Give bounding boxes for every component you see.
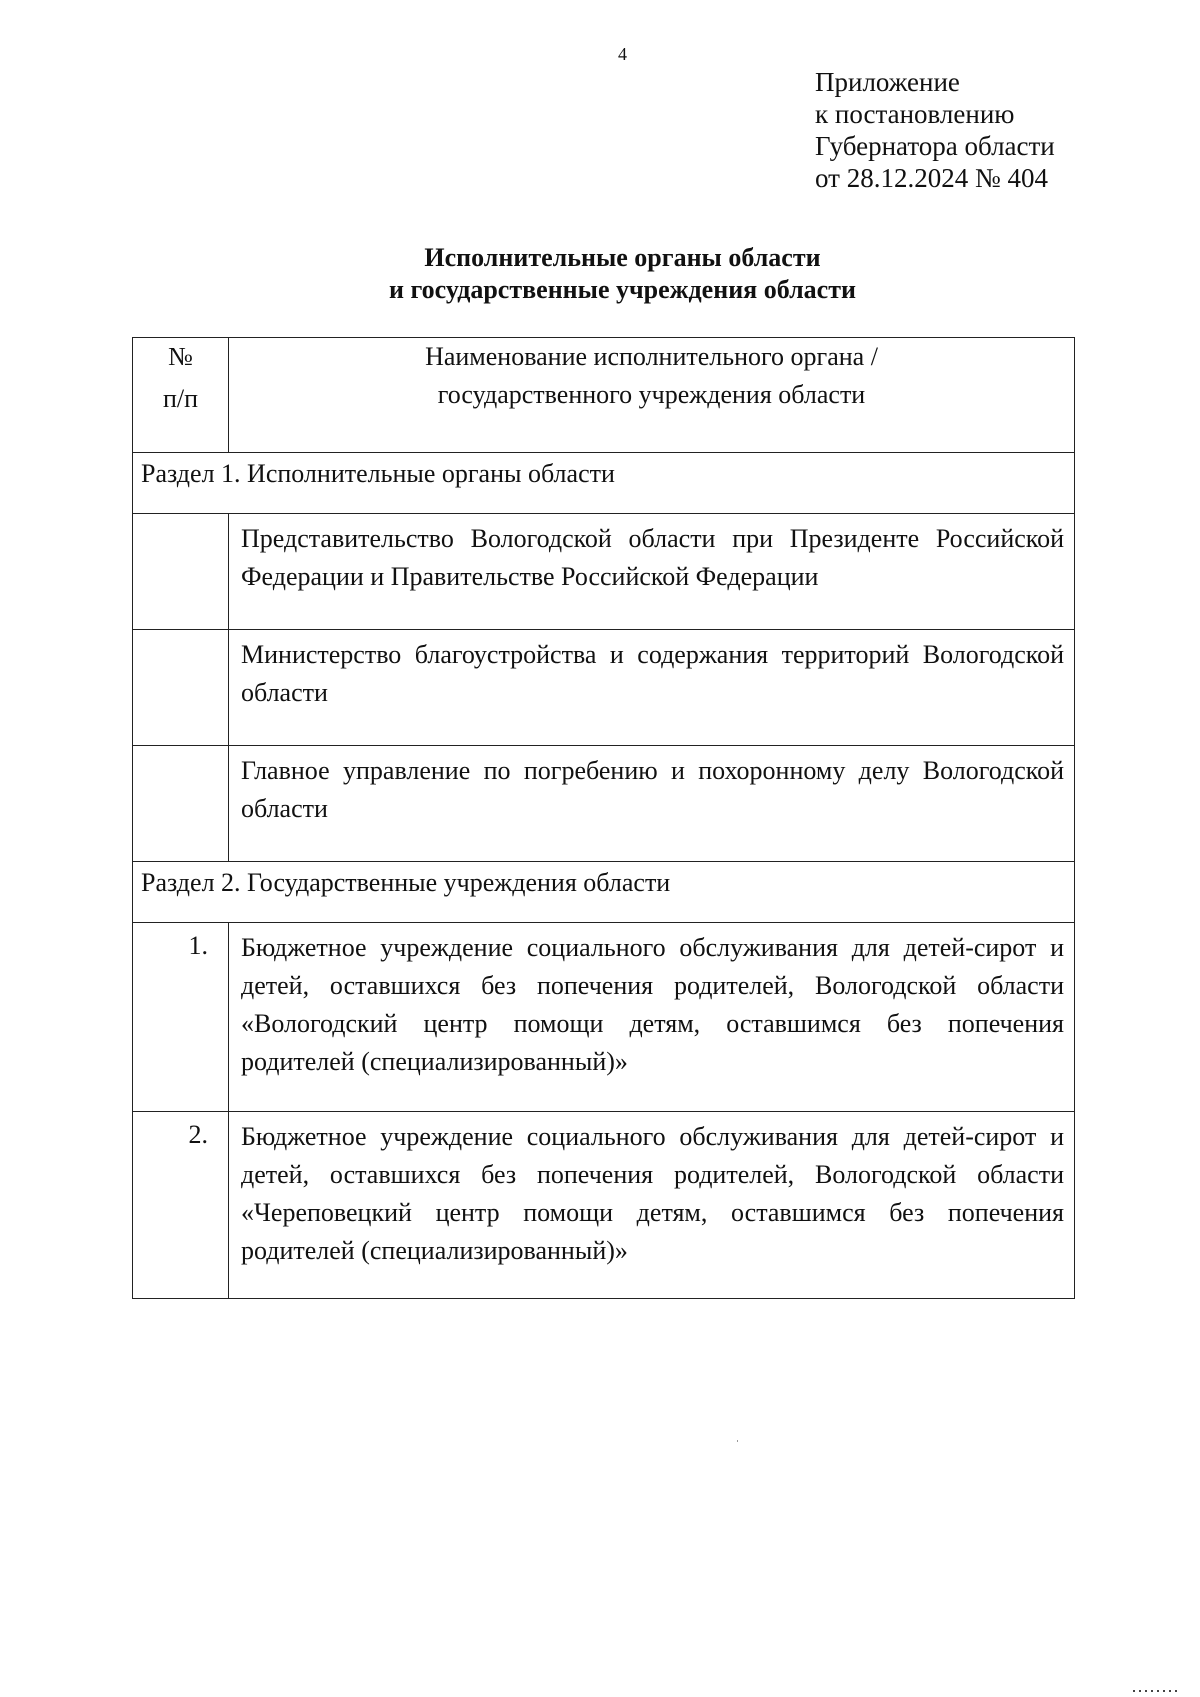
row-number-cell: 2.	[133, 1112, 229, 1299]
table-row	[133, 746, 1075, 862]
table-row	[133, 1112, 1075, 1299]
row-number-cell: 1.	[133, 923, 229, 1112]
title-line: и государственные учреждения области	[389, 275, 856, 304]
section-row	[133, 453, 1075, 514]
header-name-line: Наименование исполнительного органа /	[425, 342, 878, 371]
row-name-cell: Представительство Вологодской области при Президенте Российской Федерации и Правительстве Российской Федерации	[229, 514, 1075, 630]
row-number-cell	[133, 630, 229, 746]
scan-corner-mark	[1133, 1690, 1181, 1692]
section-row	[133, 862, 1075, 923]
header-num-sign: №	[168, 342, 193, 371]
header-num-label: п/п	[162, 384, 199, 413]
row-name-cell: Бюджетное учреждение социального обслуживания для детей-сирот и детей, оставшихся без попечения родителей, Вологодской области «Вологодский центр помощи детям, оставшимся без попечения родителей (специализированный)»	[229, 923, 1075, 1112]
table-row	[133, 630, 1075, 746]
appendix-line: Приложение	[815, 67, 960, 97]
document-title	[0, 242, 1200, 306]
scan-dot	[737, 1440, 738, 1442]
page-number: 4	[618, 44, 627, 64]
table-row	[133, 514, 1075, 630]
row-name-cell: Министерство благоустройства и содержания территорий Вологодской области	[229, 630, 1075, 746]
section-1-heading: Раздел 1. Исполнительные органы области	[133, 453, 1075, 514]
table-row	[133, 923, 1075, 1112]
row-number-cell	[133, 746, 229, 862]
institutions-table	[132, 337, 1075, 1299]
section-2-heading: Раздел 2. Государственные учреждения области	[133, 862, 1075, 923]
row-number-cell	[133, 514, 229, 630]
row-name-cell: Главное управление по погребению и похоронному делу Вологодской области	[229, 746, 1075, 862]
header-num-cell	[133, 338, 229, 453]
appendix-block	[815, 66, 1055, 194]
row-name-cell: Бюджетное учреждение социального обслуживания для детей-сирот и детей, оставшихся без попечения родителей, Вологодской области «Череповецкий центр помощи детям, оставшимся без попечения родителей (специализированный)»	[229, 1112, 1075, 1299]
title-line: Исполнительные органы области	[424, 243, 821, 272]
header-name-line: государственного учреждения области	[437, 380, 866, 409]
table-header-row	[133, 338, 1075, 453]
header-name-cell	[229, 338, 1075, 453]
appendix-line: к постановлению	[815, 99, 1015, 129]
appendix-line: от 28.12.2024 № 404	[815, 163, 1048, 193]
appendix-line: Губернатора области	[815, 131, 1055, 161]
